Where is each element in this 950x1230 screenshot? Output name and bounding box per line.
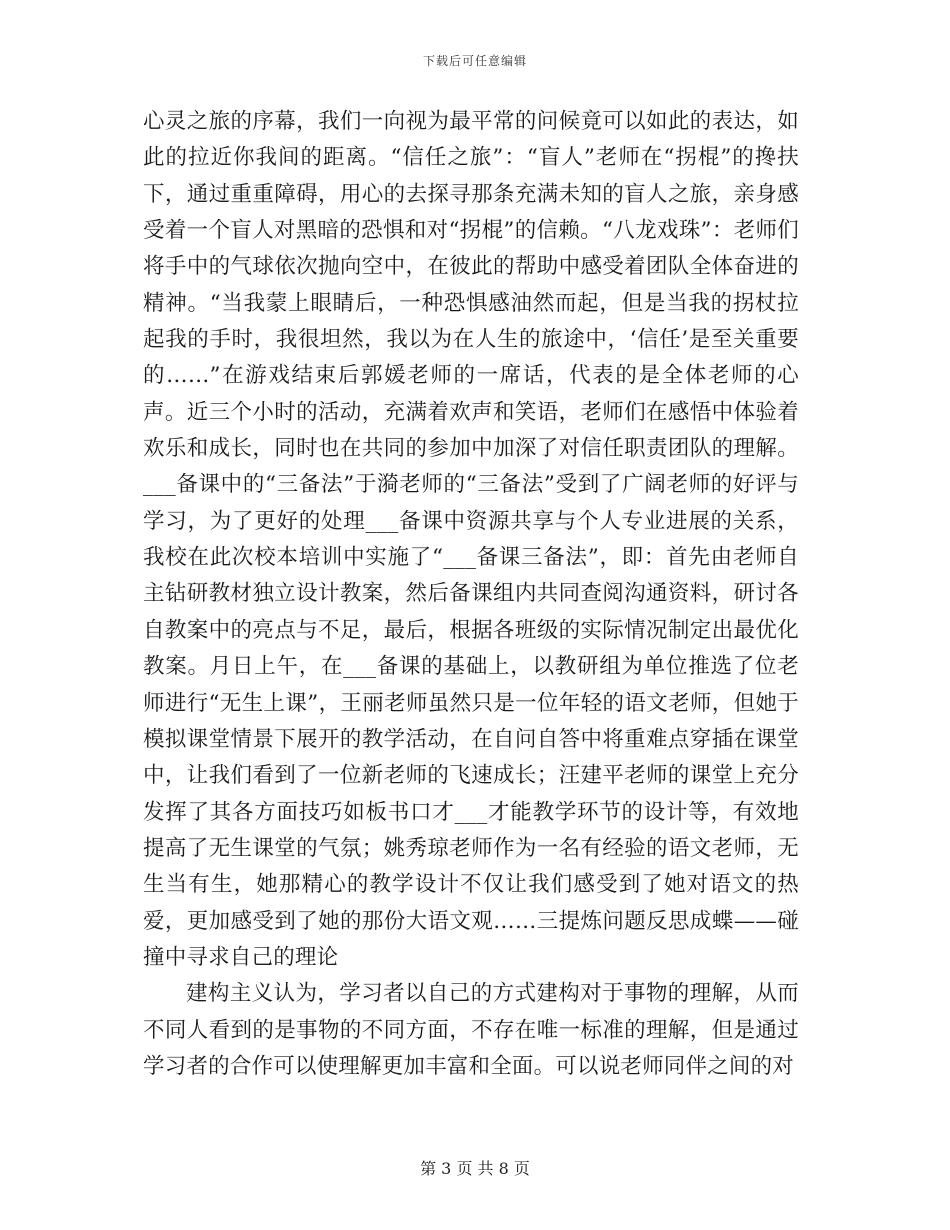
page-header: 下载后可任意编辑 bbox=[422, 54, 527, 68]
body-paragraph: 建构主义认为，学习者以自己的方式建构对于事物的理解，从而不同人看到的是事物的不同方面，不存在唯一标准的理解，但是通过学习者的合作可以使理解更加丰富和全面。可以说老师同伴之间的对 bbox=[143, 981, 799, 1079]
document-body bbox=[143, 104, 799, 1085]
page-number: 第 3 页 共 8 页 bbox=[420, 1159, 530, 1178]
body-paragraph: 心灵之旅的序幕，我们一向视为最平常的问候竟可以如此的表达，如此的拉近你我间的距离。“信任之旅”：“盲人”老师在“拐棍”的搀扶下，通过重重障碍，用心的去探寻那条充满未知的盲人之旅，亲身感受着一个盲人对黑暗的恐惧和对“拐棍”的信赖。“八龙戏珠”：老师们将手中的气球依次抛向空中，在彼此的帮助中感受着团队全体奋进的精神。“当我蒙上眼睛后，一种恐惧感油然而起，但是当我的拐杖拉起我的手时，我很坦然，我以为在人生的旅途中，‘信任’是至关重要的……”在游戏结束后郭媛老师的一席话，代表的是全体老师的心声。近三个小时的活动，充满着欢声和笑语，老师们在感悟中体验着欢乐和成长，同时也在共同的参加中加深了对信任职责团队的理解。___备课中的“三备法”于漪老师的“三备法”受到了广阔老师的好评与学习，为了更好的处理___备课中资源共享与个人专业进展的关系，我校在此次校本培训中实施了“___备课三备法”，即：首先由老师自主钻研教材独立设计教案，然后备课组内共同查阅沟通资料，研讨各自教案中的亮点与不足，最后，根据各班级的实际情况制定出最优化教案。月日上午，在___备课的基础上，以教研组为单位推选了位老师进行“无生上课”，王丽老师虽然只是一位年轻的语文老师，但她于模拟课堂情景下展开的教学活动，在自问自答中将重难点穿插在课堂中，让我们看到了一位新老师的飞速成长；汪建平老师的课堂上充分发挥了其各方面技巧如板书口才___才能教学环节的设计等，有效地提高了无生课堂的气氛；姚秀琼老师作为一名有经验的语文老师，无生当有生，她那精心的教学设计不仅让我们感受到了她对语文的热爱，更加感受到了她的那份大语文观……三提炼问题反思成蝶——碰撞中寻求自己的理论 bbox=[143, 109, 799, 970]
